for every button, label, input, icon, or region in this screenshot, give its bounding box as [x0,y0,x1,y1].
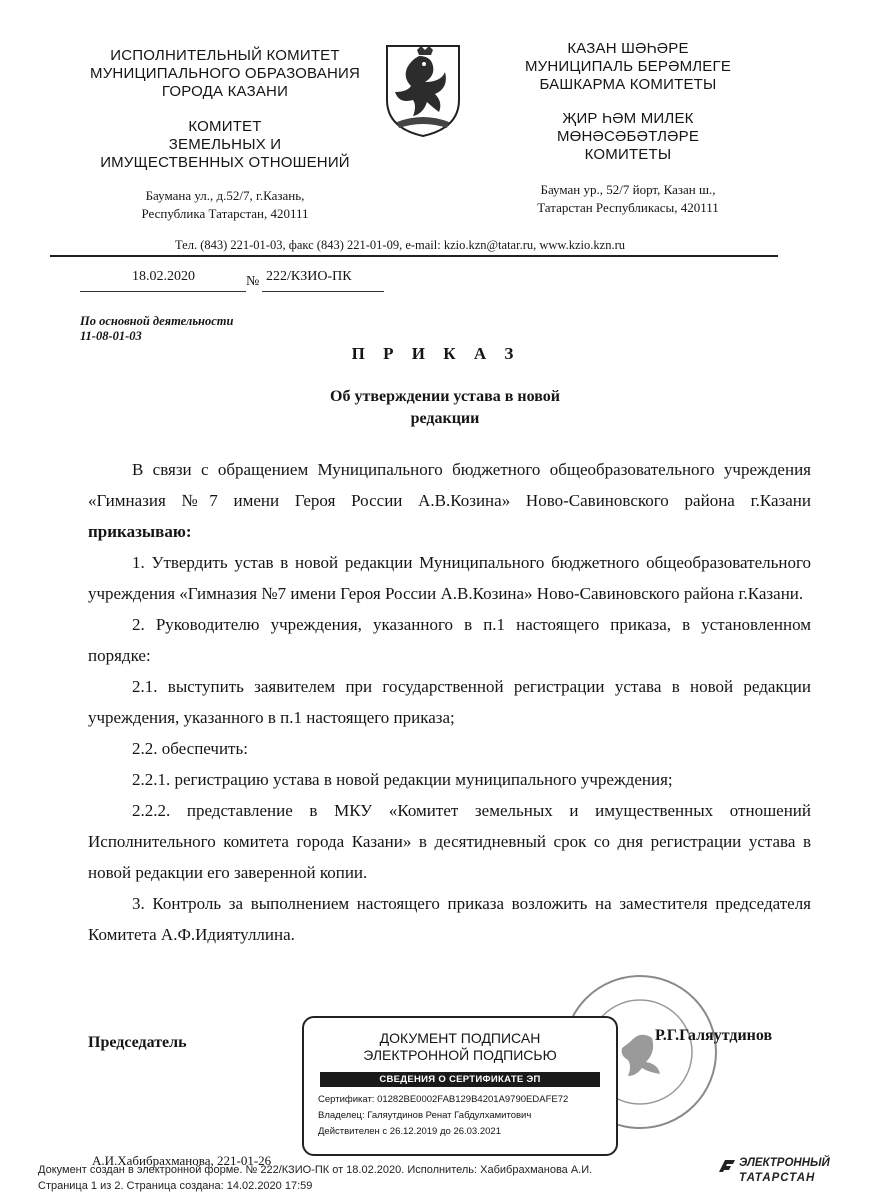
paragraph-2-2-2: 2.2.2. представление в МКУ «Комитет земельных и имущественных отношений Исполнительного комитета города Казани» в десятидневный срок со дня регистрации устава в новой редакции его заверенной копии. [88,801,811,882]
document-date: 18.02.2020 [132,269,195,284]
number-label: № [246,274,260,289]
esign-certificate: Сертификат: 01282BE0002FAB129B4201A9790EDAFE72 [318,1094,569,1105]
paragraph-1: 1. Утвердить устав в новой редакции Муниципального бюджетного общеобразовательного учреждения «Гимназия №7 имени Героя России А.В.Козина» Ново-Савиновского района г.Казани. [88,553,811,603]
contacts-line: Тел. (843) 221-01-03, факс (843) 221-01-09, e-mail: kzio.kzn@tatar.ru, www.kzio.kzn.ru [175,238,625,252]
footer-page: Страница 1 из 2. Страница создана: 14.02.2020 17:59 [38,1180,313,1192]
document-number: 222/КЗИО-ПК [266,269,352,284]
paragraph-2-2: 2.2. обеспечить: [132,739,248,758]
document-subject: Об утверждении устава в новой редакции [330,388,560,427]
kazan-coat-of-arms-icon [383,42,463,138]
logo-text: ЭЛЕКТРОННЫЙ [739,1157,830,1169]
number-underline [262,291,384,292]
header-right-committee: ҖИР ҺӘМ МИЛЕК МӨНӘСӘБӘТЛӘРЕ КОМИТЕТЫ [556,110,700,163]
paragraph-3: 3. Контроль за выполнением настоящего приказа возложить на заместителя председателя Комитета А.Ф.Идиятуллина. [88,894,811,944]
order-body [88,454,811,950]
paragraph-2: 2. Руководителю учреждения, указанного в п.1 настоящего приказа, в установленном порядке: [88,615,811,665]
order-verb: приказываю: [88,522,192,541]
logo-mark-icon [717,1158,737,1174]
esign-cert-bar: СВЕДЕНИЯ О СЕРТИФИКАТЕ ЭП [320,1072,600,1087]
executor-contact: А.И.Хабибрахманова, 221-01-26 [92,1153,272,1168]
electronic-tatarstan-logo-icon [717,1156,837,1186]
header-divider [50,255,778,257]
header-right-org: КАЗАН ШӘҺӘРЕ МУНИЦИПАЛЬ БЕРӘМЛЕГЕ БАШКАРМА КОМИТЕТЫ [524,40,732,93]
esign-validity: Действителен с 26.12.2019 до 26.03.2021 [318,1126,501,1137]
logo-subtext: ТАТАРСТАН [739,1172,816,1184]
signer-name: Р.Г.Галяутдинов [655,1027,773,1044]
filing-note: По основной деятельности 11-08-01-03 [80,314,234,343]
footer-meta: Документ создан в электронной форме. № 222/КЗИО-ПК от 18.02.2020. Исполнитель: Хабибрахманова А.И. [38,1164,593,1176]
header-left-address: Баумана ул., д.52/7, г.Казань, Республика Татарстан, 420111 [141,188,309,221]
intro-paragraph: В связи с обращением Муниципального бюджетного общеобразовательного учреждения «Гимназия №7 имени Героя России А.В.Козина» Ново-Савиновского района г.Казани приказываю: [88,460,811,541]
paragraph-2-2-1: 2.2.1. регистрацию устава в новой редакции муниципального учреждения; [132,770,673,789]
esign-stamp [302,1016,618,1156]
header-right-address: Бауман ур., 52/7 йорт, Казан ш., Татарстан Республикасы, 420111 [537,182,719,215]
header-left-org: ИСПОЛНИТЕЛЬНЫЙ КОМИТЕТ МУНИЦИПАЛЬНОГО ОБРАЗОВАНИЯ ГОРОДА КАЗАНИ [90,47,360,100]
signer-title: Председатель [88,1034,187,1051]
paragraph-2-1: 2.1. выступить заявителем при государственной регистрации устава в новой редакции учреждения, указанного в п.1 настоящего приказа; [88,677,811,727]
date-underline [80,291,246,292]
esign-heading: ДОКУМЕНТ ПОДПИСАН ЭЛЕКТРОННОЙ ПОДПИСЬЮ [363,1030,557,1063]
header-left-committee: КОМИТЕТ ЗЕМЕЛЬНЫХ И ИМУЩЕСТВЕННЫХ ОТНОШЕНИЙ [100,118,350,171]
esign-owner: Владелец: Галяутдинов Ренат Габдулхамитович [318,1110,532,1121]
document-title: П Р И К А З [351,344,521,363]
